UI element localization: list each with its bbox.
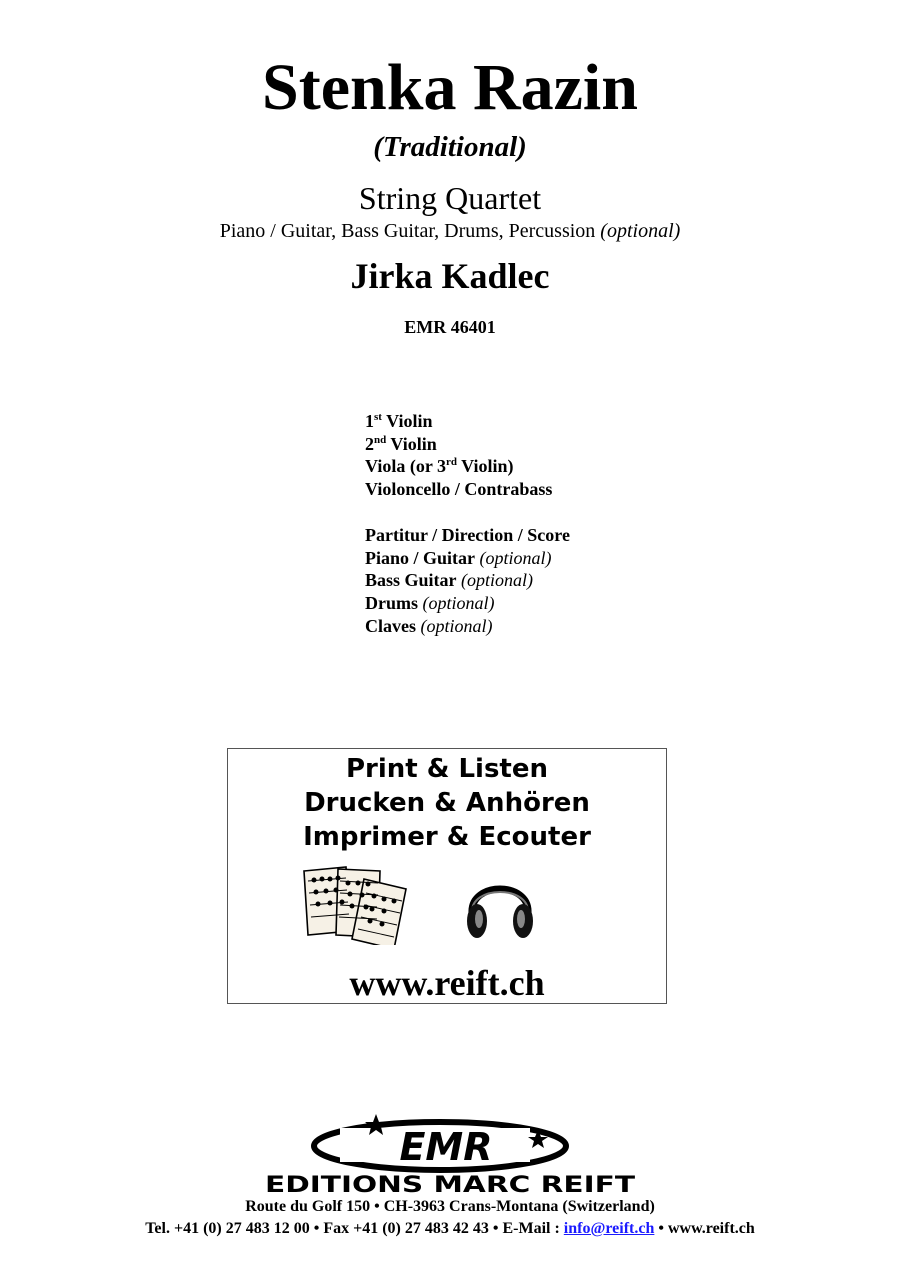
- part-cello: Violoncello / Contrabass: [365, 479, 553, 500]
- part-drums: Drums (optional): [365, 593, 495, 614]
- promo-line-english: Print & Listen: [345, 754, 549, 784]
- extra-parts-list: [365, 524, 570, 638]
- part-bass-guitar: Bass Guitar (optional): [365, 570, 534, 591]
- part-score: Partitur / Direction / Score: [365, 525, 570, 545]
- instrumentation-main: Piano / Guitar, Bass Guitar, Drums, Percussion: [219, 220, 596, 242]
- promo-line-german: Drucken & Anhören: [304, 788, 590, 818]
- publisher-contact: [0, 1218, 900, 1240]
- contact-phone-fax: Tel. +41 (0) 27 483 12 00 • Fax +41 (0) 27 483 42 43 • E-Mail :: [145, 1220, 564, 1237]
- part-violin-2: 2nd Violin: [365, 433, 437, 454]
- part-piano-guitar: Piano / Guitar (optional): [365, 547, 552, 568]
- catalog-number: EMR 46401: [404, 317, 496, 337]
- instrumentation-optional: (optional): [600, 220, 681, 242]
- emr-publisher-logo: [240, 1108, 660, 1198]
- email-link[interactable]: info@reift.ch: [563, 1220, 655, 1237]
- publisher-address: Route du Golf 150 • CH-3963 Crans-Montana (Switzerland): [245, 1198, 655, 1215]
- string-parts-list: [365, 410, 552, 501]
- headphones-icon: [464, 867, 536, 947]
- promo-line-french: Imprimer & Ecouter: [303, 822, 591, 852]
- sheet-music-icon: [300, 865, 412, 945]
- part-claves: Claves (optional): [365, 615, 493, 636]
- print-listen-box: [227, 748, 667, 1004]
- instrumentation-line: [0, 218, 900, 244]
- part-violin-1: 1st Violin: [365, 411, 433, 431]
- piece-subtitle: (Traditional): [373, 131, 527, 163]
- publisher-name: EDITIONS MARC REIFT: [265, 1173, 635, 1198]
- part-viola: Viola (or 3rd Violin): [365, 456, 514, 477]
- piece-title: Stenka Razin: [262, 51, 638, 124]
- contact-website: • www.reift.ch: [654, 1220, 755, 1237]
- composer: Jirka Kadlec: [350, 256, 550, 296]
- emr-logo-text: EMR: [399, 1125, 493, 1169]
- ensemble: String Quartet: [358, 180, 542, 216]
- promo-website[interactable]: www.reift.ch: [349, 963, 545, 1003]
